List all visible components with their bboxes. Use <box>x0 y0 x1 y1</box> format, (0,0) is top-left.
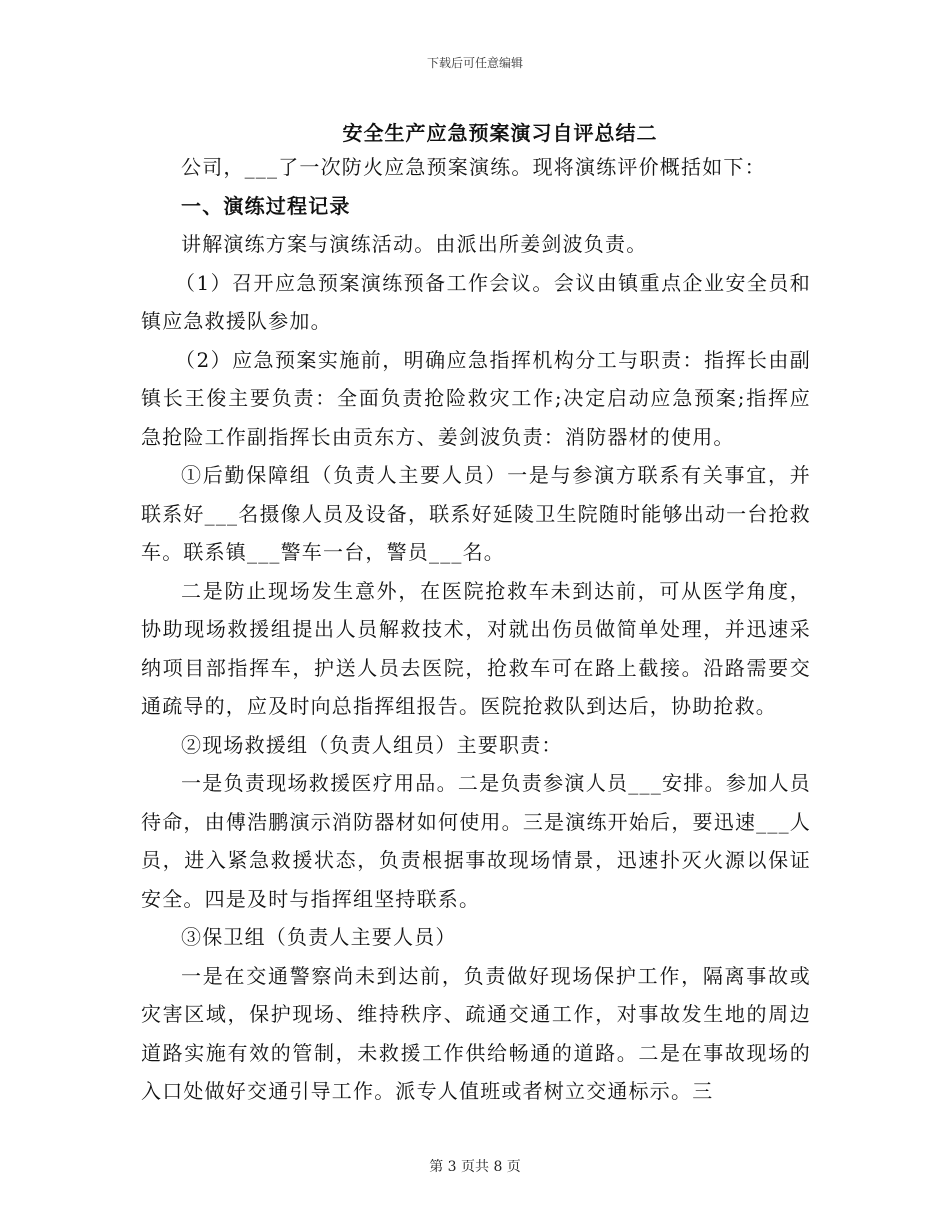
body-paragraph: 讲解演练方案与演练活动。由派出所姜剑波负责。 <box>181 232 648 256</box>
page-number: 第 3 页共 8 页 <box>429 1159 521 1175</box>
body-paragraph: ③保卫组（负责人主要人员） <box>181 925 457 949</box>
body-paragraph: 一是负责现场救援医疗用品。二是负责参演人员___安排。参加人员待命，由傅浩鹏演示消防器材如何使用。三是演练开始后，要迅速___人员，进入紧急救援状态，负责根据事故现场情景，迅速扑灭火源以保证安全。四是及时与指挥组坚持联系。 <box>141 771 811 911</box>
body-paragraph: （2）应急预案实施前，明确应急指挥机构分工与职责：指挥长由副镇长王俊主要负责：全面负责抢险救灾工作;决定启动应急预案;指挥应急抢险工作副指挥长由贡东方、姜剑波负责：消防器材的使用。 <box>141 347 811 449</box>
intro-paragraph: 公司，___了一次防火应急预案演练。现将演练评价概括如下： <box>181 155 766 179</box>
page-header: 下载后可任意编辑 <box>426 56 523 70</box>
body-paragraph: （1）召开应急预案演练预备工作会议。会议由镇重点企业安全员和镇应急救援队参加。 <box>141 270 811 333</box>
document-title: 安全生产应急预案演习自评总结二 <box>342 121 658 145</box>
body-paragraph: ②现场救援组（负责人组员）主要职责： <box>181 732 563 757</box>
body-paragraph: 二是防止现场发生意外，在医院抢救车未到达前，可从医学角度，协助现场救援组提出人员解救技术，对就出伤员做简单处理，并迅速采纳项目部指挥车，护送人员去医院，抢救车可在路上截接。沿路需要交通疏导的，应及时向总指挥组报告。医院抢救队到达后，协助抢救。 <box>141 578 811 718</box>
document-body <box>141 148 811 1111</box>
body-paragraph: ①后勤保障组（负责人主要人员）一是与参演方联系有关事宜，并联系好___名摄像人员及设备，联系好延陵卫生院随时能够出动一台抢救车。联系镇___警车一台，警员___名。 <box>141 463 811 564</box>
section-heading: 一、演练过程记录 <box>181 193 351 218</box>
body-paragraph: 一是在交通警察尚未到达前，负责做好现场保护工作，隔离事故或灾害区域，保护现场、维持秩序、疏通交通工作，对事故发生地的周边道路实施有效的管制，未救援工作供给畅通的道路。二是在事故现场的入口处做好交通引导工作。派专人值班或者树立交通标示。三 <box>141 963 811 1103</box>
